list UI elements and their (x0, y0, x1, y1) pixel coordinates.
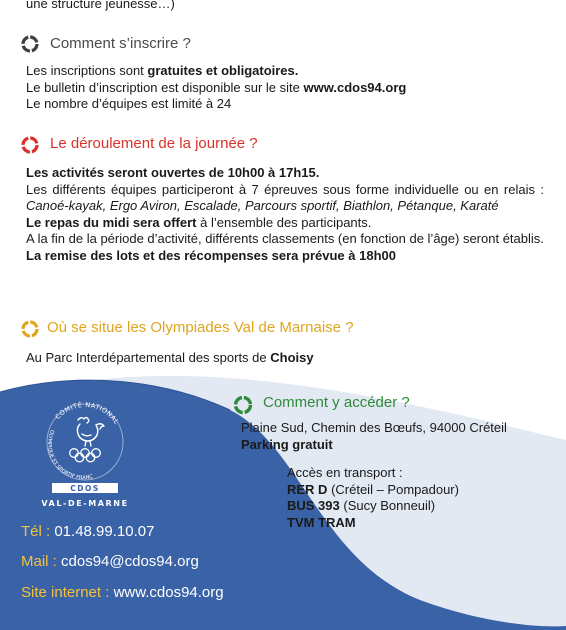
transport-block (287, 465, 547, 531)
mail-label: Mail : (21, 553, 62, 570)
rooster-icon (77, 418, 104, 447)
logo-ring-left-text: OLYMPIQUE ET SPORTIF FRANÇ (46, 428, 94, 482)
green-ring-icon (232, 394, 254, 416)
svg-text:COMITÉ NATIONAL (54, 400, 121, 426)
hours-line: Les activités seront ouvertes de 10h00 à 17h15. (26, 165, 320, 180)
inscrire-line-2: Le bulletin d’inscription est disponible sur le site www.cdos94.org (26, 79, 407, 95)
inscrire-line-3: Le nombre d’équipes est limité à 24 (26, 96, 232, 111)
site-label: Site internet : (21, 584, 114, 601)
section-title-inscrire (50, 35, 191, 52)
epreuves-paragraph: Les différents équipes participeront à 7 épreuves sous forme individuelle ou en relais : Canoé-kayak, Ergo Aviron, Escalade, Parcours sportif, Biathlon, Pétanque, Karaté (26, 181, 544, 213)
logo-ring-top-text: COMITÉ NATIONAL (53, 400, 121, 426)
tvm-line: TVM TRAM (287, 514, 356, 530)
tel-value[interactable]: 01.48.99.10.07 (54, 523, 155, 540)
olympic-rings-icon (70, 449, 101, 462)
address-line: Plaine Sud, Chemin des Bœufs, 94000 Créteil (241, 420, 507, 435)
site-link[interactable]: www.cdos94.org (303, 79, 407, 95)
transport-title: Accès en transport : (287, 465, 403, 480)
section-title-text: Où se situe les Olympiades Val de Marnaise ? (47, 319, 354, 336)
inscrire-body (26, 63, 546, 113)
logo-cdos-text: CDOS (70, 484, 100, 493)
yellow-ring-icon (20, 319, 40, 339)
grey-ring-icon (20, 34, 40, 54)
site-link[interactable]: www.cdos94.org (113, 584, 224, 601)
intro-cut-line: une structure jeunesse…) (26, 0, 175, 11)
repas-line: Le repas du midi sera offert à l’ensemble des participants. (26, 214, 372, 230)
cdos-logo (30, 398, 140, 513)
lieu-body: Au Parc Interdépartemental des sports de Choisy (26, 350, 314, 365)
section-title-lieu (47, 319, 354, 336)
inscrire-line-1: Les inscriptions sont gratuites et obligatoires. (26, 63, 299, 78)
tel-label: Tél : (21, 523, 55, 540)
deroulement-body (26, 165, 544, 264)
section-title-text: Comment s’inscrire ? (50, 35, 191, 52)
contact-tel (21, 523, 154, 540)
section-title-text: Le déroulement de la journée ? (50, 135, 258, 152)
acces-body (241, 420, 551, 453)
red-ring-icon (20, 135, 40, 155)
section-title-deroulement (50, 135, 258, 152)
parking-line: Parking gratuit (241, 436, 333, 452)
rer-line: RER D (Créteil – Pompadour) (287, 481, 459, 497)
remise-line: La remise des lots et des récompenses sera prévue à 18h00 (26, 247, 396, 263)
section-title-acces (263, 394, 410, 411)
section-title-text: Comment y accéder ? (263, 394, 410, 411)
mail-link[interactable]: cdos94@cdos94.org (61, 553, 199, 570)
bus-line: BUS 393 (Sucy Bonneuil) (287, 498, 436, 513)
contact-site (21, 584, 224, 601)
contact-mail (21, 553, 199, 570)
classements-paragraph: A la fin de la période d’activité, différents classements (en fonction de l’âge) seront établis. (26, 231, 544, 246)
logo-region-text: VAL-DE-MARNE (41, 499, 129, 508)
